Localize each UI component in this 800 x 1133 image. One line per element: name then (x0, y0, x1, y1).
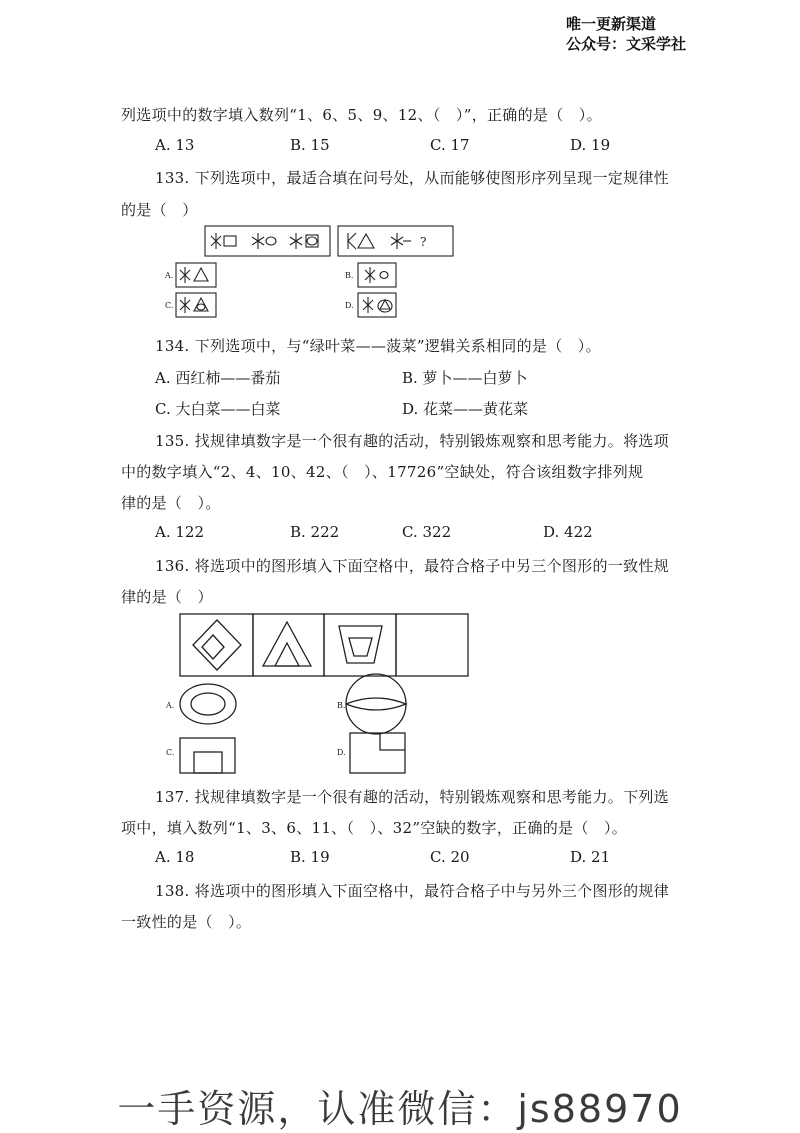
q135-option-d: D. 422 (543, 523, 593, 541)
q137-option-c: C. 20 (430, 848, 470, 866)
q133-label-c: C. (165, 301, 174, 310)
q133-label-a: A. (165, 271, 174, 280)
q135-option-b: B. 222 (290, 523, 340, 541)
q134-option-c: C. 大白菜——白菜 (155, 400, 281, 418)
q136-label-a: A. (166, 701, 175, 710)
q136-cell2-triangles-icon (263, 622, 311, 666)
q136-line1: 136. 将选项中的图形填入下面空格中，最符合格子中另三个图形的一致性规 (155, 557, 669, 575)
q136-label-d: D. (337, 748, 346, 757)
q132-text: 列选项中的数字填入数列“1、6、5、9、12、（ ）”，正确的是（ ）。 (121, 106, 602, 124)
watermark-top-line1: 唯一更新渠道 (566, 15, 657, 33)
q135-line1: 135. 找规律填数字是一个很有趣的活动，特别锻炼观察和思考能力。将选项 (155, 432, 669, 450)
q137-line1: 137. 找规律填数字是一个很有趣的活动，特别锻炼观察和思考能力。下列选 (155, 788, 669, 806)
q137-option-b: B. 19 (290, 848, 330, 866)
q136-cell3-trapezoids-icon (339, 626, 382, 663)
q134-text: 134. 下列选项中，与“绿叶菜——菠菜”逻辑关系相同的是（ ）。 (155, 337, 601, 355)
q134-option-b: B. 萝卜——白萝卜 (402, 369, 528, 387)
q136-grid-cell-4 (396, 614, 468, 676)
q136-label-b: B. (337, 701, 346, 710)
q133-line2: 的是（ ） (121, 201, 198, 219)
q136-option-c-icon (180, 738, 235, 773)
q136-grid-cell-3 (324, 614, 396, 676)
q136-label-c: C. (166, 748, 175, 757)
q137-option-a: A. 18 (155, 848, 195, 866)
q135-line3: 律的是（ ）。 (121, 494, 221, 512)
q136-option-d-icon (350, 733, 405, 773)
q133-label-b: B. (345, 271, 354, 280)
q136-line2: 律的是（ ） (121, 588, 213, 606)
q136-option-a-icon (180, 684, 236, 724)
q132-option-a: A. 13 (155, 136, 195, 154)
watermark-bottom: 一手资源，认准微信：js88970 (117, 1087, 683, 1131)
q133-line1: 133. 下列选项中，最适合填在问号处，从而能够使图形序列呈现一定规律性 (155, 169, 669, 187)
q137-line2: 项中，填入数列“1、3、6、11、（ ）、32”空缺的数字，正确的是（ ）。 (121, 819, 628, 837)
q134-option-a: A. 西红柿——番茄 (155, 369, 281, 387)
watermark-top-line2: 公众号：文采学社 (566, 35, 687, 53)
q136-grid-cell-1 (180, 614, 253, 676)
q136-option-b-icon (346, 674, 406, 734)
q132-option-b: B. 15 (290, 136, 330, 154)
q133-label-d: D. (345, 301, 354, 310)
q136-cell1-diamonds-icon (193, 620, 241, 670)
q135-option-a: A. 122 (155, 523, 204, 541)
q135-line2: 中的数字填入“2、4、10、42、（ ）、17726”空缺处，符合该组数字排列规 (121, 463, 644, 481)
q133-question-mark: ? (420, 235, 427, 249)
q138-line2: 一致性的是（ ）。 (121, 913, 252, 931)
q138-line1: 138. 将选项中的图形填入下面空格中，最符合格子中与另外三个图形的规律 (155, 882, 669, 900)
q134-option-d: D. 花菜——黄花菜 (402, 400, 529, 418)
q132-option-d: D. 19 (570, 136, 611, 154)
q135-option-c: C. 322 (402, 523, 452, 541)
q132-option-c: C. 17 (430, 136, 470, 154)
q137-option-d: D. 21 (570, 848, 611, 866)
